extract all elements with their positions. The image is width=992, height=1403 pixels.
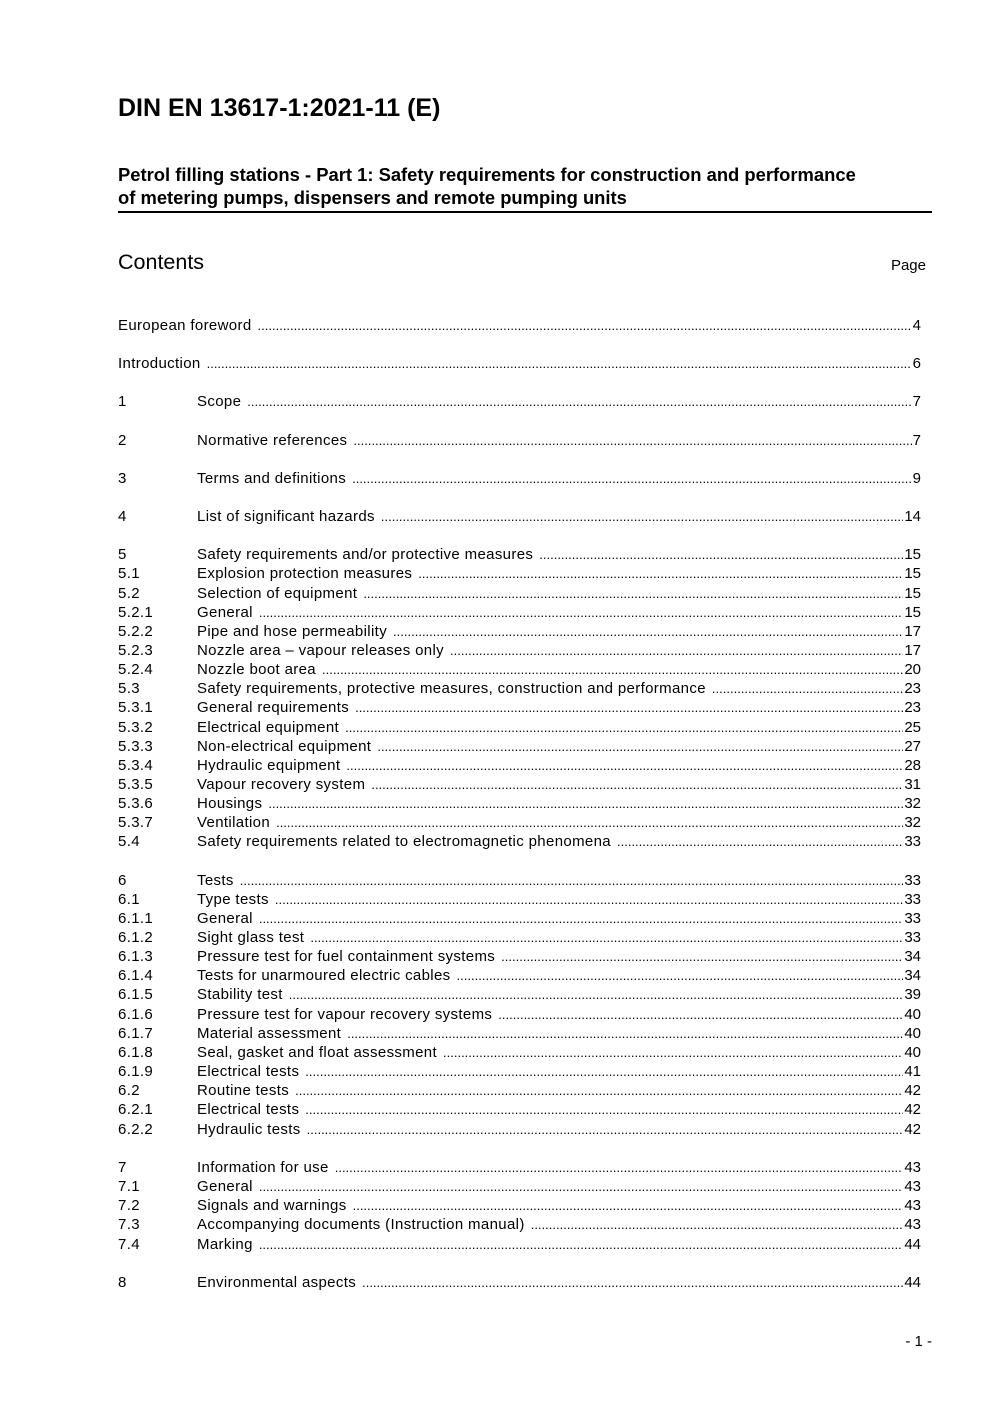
- toc-entry-title: Hydraulic equipment: [197, 757, 341, 774]
- toc-entry-page: 28: [904, 757, 921, 774]
- toc-entry-number: 5.2.4: [118, 661, 154, 678]
- toc-dot-leader: [345, 718, 903, 737]
- toc-entry-title: General requirements: [197, 699, 350, 716]
- toc-dot-leader: [268, 794, 903, 813]
- toc-entry[interactable]: [118, 1196, 921, 1215]
- toc-entry[interactable]: [118, 718, 921, 737]
- toc-entry-page: 15: [904, 546, 921, 563]
- toc-entry-page: 33: [904, 891, 921, 908]
- toc-entry-page: 33: [904, 872, 921, 889]
- toc-entry[interactable]: [118, 469, 921, 488]
- toc-entry-page: 15: [904, 565, 921, 582]
- toc-entry-page: 44: [904, 1274, 921, 1291]
- toc-entry-title: Marking: [197, 1236, 253, 1253]
- toc-entry-title: Stability test: [197, 986, 283, 1003]
- toc-entry-number: 6: [118, 872, 127, 889]
- toc-entry-title: Electrical equipment: [197, 719, 340, 736]
- toc-dot-leader: [310, 928, 903, 947]
- toc-entry-number: 5.3.3: [118, 738, 154, 755]
- toc-entry[interactable]: [118, 564, 921, 583]
- toc-entry[interactable]: [118, 431, 921, 450]
- toc-entry-page: 32: [904, 814, 921, 831]
- toc-entry-page: 15: [904, 604, 921, 621]
- toc-entry[interactable]: [118, 545, 921, 564]
- toc-entry-title: Material assessment: [197, 1025, 342, 1042]
- toc-entry-number: 5.4: [118, 833, 140, 850]
- toc-entry[interactable]: [118, 392, 921, 411]
- toc-entry[interactable]: [118, 354, 921, 373]
- toc-entry-title: Introduction: [118, 355, 201, 372]
- toc-entry-page: 14: [904, 508, 921, 525]
- toc-dot-leader: [353, 1196, 904, 1215]
- toc-entry[interactable]: [118, 832, 921, 851]
- toc-entry[interactable]: [118, 584, 921, 603]
- toc-entry-title: Safety requirements and/or protective measures: [197, 546, 534, 563]
- toc-entry-number: 5.3.1: [118, 699, 154, 716]
- toc-entry-page: 39: [904, 986, 921, 1003]
- toc-dot-leader: [295, 1081, 903, 1100]
- toc-entry-number: 6.1.1: [118, 910, 154, 927]
- toc-entry-page: 40: [904, 1044, 921, 1061]
- toc-entry-title: Environmental aspects: [197, 1274, 357, 1291]
- toc-entry-number: 6.1.7: [118, 1025, 154, 1042]
- toc-entry-page: 34: [904, 948, 921, 965]
- toc-entry-page: 9: [912, 470, 921, 487]
- toc-entry-number: 6.1.4: [118, 967, 154, 984]
- toc-dot-leader: [259, 909, 903, 928]
- toc-entry-page: 43: [904, 1197, 921, 1214]
- toc-entry-title: Pressure test for vapour recovery systems: [197, 1006, 493, 1023]
- toc-entry-title: Housings: [197, 795, 263, 812]
- toc-entry[interactable]: [118, 1024, 921, 1043]
- toc-entry-page: 40: [904, 1025, 921, 1042]
- toc-entry-number: 6.1.2: [118, 929, 154, 946]
- toc-dot-leader: [207, 354, 912, 373]
- toc-entry-title: Sight glass test: [197, 929, 305, 946]
- toc-entry-page: 32: [904, 795, 921, 812]
- toc-entry[interactable]: [118, 660, 921, 679]
- document-subtitle: [118, 163, 932, 213]
- toc-dot-leader: [450, 641, 903, 660]
- toc-entry-page: 33: [904, 929, 921, 946]
- toc-entry[interactable]: [118, 756, 921, 775]
- toc-entry-title: Ventilation: [197, 814, 271, 831]
- toc-entry-number: 3: [118, 470, 127, 487]
- toc-entry-page: 15: [904, 585, 921, 602]
- toc-dot-leader: [353, 431, 911, 450]
- toc-entry-number: 5: [118, 546, 127, 563]
- toc-entry-title: Scope: [197, 393, 242, 410]
- toc-entry[interactable]: [118, 1120, 921, 1139]
- toc-entry-title: General: [197, 1178, 253, 1195]
- toc-dot-leader: [381, 507, 903, 526]
- toc-entry-title: Electrical tests: [197, 1101, 300, 1118]
- toc-entry[interactable]: [118, 737, 921, 756]
- toc-dot-leader: [258, 316, 912, 335]
- toc-entry-title: General: [197, 910, 253, 927]
- toc-entry-number: 6.2.2: [118, 1121, 154, 1138]
- toc-dot-leader: [617, 832, 903, 851]
- toc-entry-page: 33: [904, 910, 921, 927]
- toc-entry[interactable]: [118, 1235, 921, 1254]
- toc-entry-number: 8: [118, 1274, 127, 1291]
- toc-entry-title: Nozzle boot area: [197, 661, 317, 678]
- toc-dot-leader: [305, 1062, 903, 1081]
- toc-entry[interactable]: [118, 1062, 921, 1081]
- toc-entry[interactable]: [118, 794, 921, 813]
- toc-entry[interactable]: [118, 1100, 921, 1119]
- toc-entry-title: Type tests: [197, 891, 269, 908]
- toc-entry-title: General: [197, 604, 253, 621]
- toc-entry[interactable]: [118, 775, 921, 794]
- toc-dot-leader: [443, 1043, 903, 1062]
- toc-entry-number: 5.3.6: [118, 795, 154, 812]
- toc-dot-leader: [289, 985, 904, 1004]
- toc-entry-number: 5.3: [118, 680, 140, 697]
- toc-entry-number: 5.3.2: [118, 719, 154, 736]
- toc-entry-title: Tests for unarmoured electric cables: [197, 967, 451, 984]
- toc-entry-number: 6.2: [118, 1082, 140, 1099]
- toc-entry-number: 6.2.1: [118, 1101, 154, 1118]
- toc-entry-number: 6.1.5: [118, 986, 154, 1003]
- toc-dot-leader: [335, 1158, 904, 1177]
- toc-dot-leader: [259, 603, 903, 622]
- toc-entry-page: 41: [904, 1063, 921, 1080]
- toc-entry-page: 6: [912, 355, 921, 372]
- toc-entry-page: 42: [904, 1121, 921, 1138]
- toc-entry-title: Information for use: [197, 1159, 329, 1176]
- toc-entry-page: 42: [904, 1082, 921, 1099]
- toc-entry-page: 23: [904, 680, 921, 697]
- toc-entry-number: 5.2.3: [118, 642, 154, 659]
- toc-entry-title: Signals and warnings: [197, 1197, 347, 1214]
- toc-entry-title: Hydraulic tests: [197, 1121, 301, 1138]
- toc-entry-title: European foreword: [118, 317, 252, 334]
- toc-entry[interactable]: [118, 985, 921, 1004]
- toc-entry-number: 2: [118, 432, 127, 449]
- toc-dot-leader: [259, 1177, 903, 1196]
- toc-dot-leader: [259, 1235, 904, 1254]
- toc-entry-number: 7.3: [118, 1216, 140, 1233]
- toc-entry[interactable]: [118, 1043, 921, 1062]
- toc-entry-title: Pipe and hose permeability: [197, 623, 388, 640]
- toc-entry-page: 43: [904, 1216, 921, 1233]
- toc-entry-page: 31: [904, 776, 921, 793]
- toc-entry[interactable]: [118, 813, 921, 832]
- toc-entry-page: 17: [904, 642, 921, 659]
- toc-entry-page: 34: [904, 967, 921, 984]
- toc-entry-title: Tests: [197, 872, 234, 889]
- toc-entry[interactable]: [118, 507, 921, 526]
- document-title: DIN EN 13617-1:2021-11 (E): [118, 94, 441, 122]
- toc-entry[interactable]: [118, 1177, 921, 1196]
- toc-entry-page: 42: [904, 1101, 921, 1118]
- toc-entry[interactable]: [118, 890, 921, 909]
- toc-entry-title: Vapour recovery system: [197, 776, 366, 793]
- toc-dot-leader: [418, 564, 903, 583]
- toc-dot-leader: [346, 756, 903, 775]
- toc-entry-page: 4: [912, 317, 921, 334]
- toc-entry-number: 7.2: [118, 1197, 140, 1214]
- toc-entry[interactable]: [118, 622, 921, 641]
- toc-entry[interactable]: [118, 909, 921, 928]
- toc-entry-page: 27: [904, 738, 921, 755]
- toc-entry-number: 5.3.5: [118, 776, 154, 793]
- toc-dot-leader: [501, 947, 903, 966]
- toc-entry[interactable]: [118, 928, 921, 947]
- toc-entry-number: 5.2.1: [118, 604, 154, 621]
- contents-heading: Contents: [118, 250, 205, 274]
- toc-entry-page: 7: [912, 432, 921, 449]
- toc-entry-title: Safety requirements, protective measures, construction and performance: [197, 680, 706, 697]
- toc-entry-page: 25: [904, 719, 921, 736]
- toc-entry-number: 7.1: [118, 1178, 140, 1195]
- toc-dot-leader: [377, 737, 903, 756]
- toc-entry-number: 5.2.2: [118, 623, 154, 640]
- toc-entry-title: Terms and definitions: [197, 470, 347, 487]
- toc-dot-leader: [498, 1005, 903, 1024]
- toc-entry-title: Explosion protection measures: [197, 565, 413, 582]
- toc-entry-page: 20: [904, 661, 921, 678]
- toc-entry-number: 5.3.7: [118, 814, 154, 831]
- toc-entry[interactable]: [118, 1005, 921, 1024]
- toc-entry-title: Accompanying documents (Instruction manual): [197, 1216, 525, 1233]
- toc-dot-leader: [276, 813, 903, 832]
- toc-entry-title: Pressure test for fuel containment systems: [197, 948, 496, 965]
- toc-entry-page: 33: [904, 833, 921, 850]
- toc-entry[interactable]: [118, 316, 921, 335]
- toc-entry-title: Seal, gasket and float assessment: [197, 1044, 438, 1061]
- toc-entry[interactable]: [118, 679, 921, 698]
- page-column-label: Page: [890, 257, 926, 274]
- toc-dot-leader: [363, 584, 903, 603]
- toc-dot-leader: [531, 1215, 904, 1234]
- toc-entry-page: 7: [912, 393, 921, 410]
- toc-entry-page: 17: [904, 623, 921, 640]
- document-subtitle-line-2: of metering pumps, dispensers and remote pumping units: [118, 187, 627, 208]
- toc-entry-title: Normative references: [197, 432, 348, 449]
- toc-entry-number: 4: [118, 508, 127, 525]
- toc-entry-title: Safety requirements related to electromagnetic phenomena: [197, 833, 611, 850]
- toc-entry[interactable]: [118, 966, 921, 985]
- toc-dot-leader: [539, 545, 903, 564]
- toc-entry-number: 5.2: [118, 585, 140, 602]
- toc-entry-page: 44: [904, 1236, 921, 1253]
- toc-dot-leader: [352, 469, 912, 488]
- toc-entry[interactable]: [118, 1081, 921, 1100]
- toc-entry[interactable]: [118, 603, 921, 622]
- toc-entry-number: 5.3.4: [118, 757, 154, 774]
- toc-dot-leader: [322, 660, 903, 679]
- toc-entry-page: 40: [904, 1006, 921, 1023]
- toc-dot-leader: [307, 1120, 904, 1139]
- toc-entry[interactable]: [118, 698, 921, 717]
- toc-dot-leader: [393, 622, 903, 641]
- toc-entry-number: 6.1.6: [118, 1006, 154, 1023]
- toc-entry-title: List of significant hazards: [197, 508, 375, 525]
- toc-entry-number: 7: [118, 1159, 127, 1176]
- toc-entry-number: 6.1: [118, 891, 140, 908]
- toc-entry-page: 43: [904, 1178, 921, 1195]
- toc-entry[interactable]: [118, 1215, 921, 1234]
- toc-entry-number: 5.1: [118, 565, 140, 582]
- toc-entry[interactable]: [118, 641, 921, 660]
- toc-entry[interactable]: [118, 1273, 921, 1292]
- toc-dot-leader: [712, 679, 903, 698]
- toc-dot-leader: [247, 392, 911, 411]
- toc-dot-leader: [457, 966, 904, 985]
- toc-entry-title: Non-electrical equipment: [197, 738, 372, 755]
- toc-entry-page: 43: [904, 1159, 921, 1176]
- toc-entry-number: 6.1.3: [118, 948, 154, 965]
- toc-dot-leader: [305, 1100, 903, 1119]
- toc-entry-page: 23: [904, 699, 921, 716]
- toc-dot-leader: [275, 890, 903, 909]
- toc-entry-title: Nozzle area – vapour releases only: [197, 642, 445, 659]
- toc-dot-leader: [240, 871, 904, 890]
- toc-dot-leader: [347, 1024, 903, 1043]
- toc-dot-leader: [371, 775, 903, 794]
- toc-entry[interactable]: [118, 947, 921, 966]
- toc-entry-title: Routine tests: [197, 1082, 290, 1099]
- document-subtitle-line-1: Petrol filling stations - Part 1: Safety requirements for construction and performance: [118, 164, 856, 185]
- toc-entry-number: 6.1.8: [118, 1044, 154, 1061]
- toc-entry-title: Selection of equipment: [197, 585, 358, 602]
- toc-entry-title: Electrical tests: [197, 1063, 300, 1080]
- toc-entry[interactable]: [118, 871, 921, 890]
- toc-dot-leader: [362, 1273, 903, 1292]
- toc-entry[interactable]: [118, 1158, 921, 1177]
- toc-entry-number: 1: [118, 393, 127, 410]
- toc-dot-leader: [355, 698, 903, 717]
- toc-entry-number: 6.1.9: [118, 1063, 154, 1080]
- toc-entry-number: 7.4: [118, 1236, 140, 1253]
- footer-page-number: - 1 -: [905, 1333, 932, 1350]
